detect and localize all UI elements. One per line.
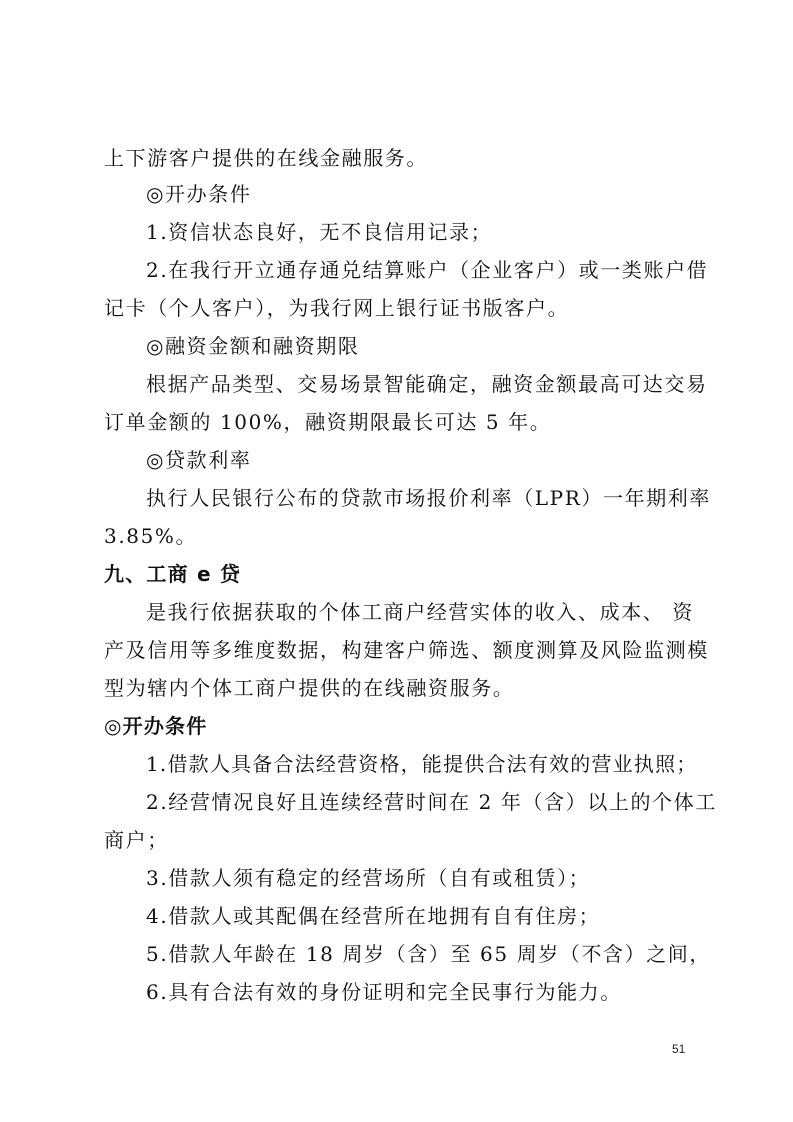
- text-line: 上下游客户提供的在线金融服务。: [104, 146, 428, 170]
- paragraph-line: 是我行依据获取的个体工商户经营实体的收入、成本、 资: [146, 600, 694, 624]
- paragraph-line: 根据产品类型、交易场景智能确定，融资金额最高可达交易: [146, 372, 708, 396]
- text-line: 商户；: [104, 828, 169, 852]
- page-number: 51: [672, 1042, 686, 1056]
- list-item: 3.借款人须有稳定的经营场所（自有或租赁）；: [146, 866, 591, 890]
- paragraph-line: 执行人民银行公布的贷款市场报价利率（LPR）一年期利率: [146, 486, 711, 510]
- text-line: 3.85%。: [104, 524, 198, 548]
- list-item: 5.借款人年龄在 18 周岁（含）至 65 周岁（不含）之间，: [146, 942, 712, 966]
- list-item: 6.具有合法有效的身份证明和完全民事行为能力。: [146, 980, 622, 1004]
- list-item: 2.经营情况良好且连续经营时间在 2 年（含）以上的个体工: [146, 790, 717, 814]
- list-item: 1.借款人具备合法经营资格，能提供合法有效的营业执照；: [146, 752, 698, 776]
- list-item: 4.借款人或其配偶在经营所在地拥有自有住房；: [146, 904, 601, 928]
- chapter-heading: 九、工商 e 贷: [104, 562, 242, 586]
- section-heading: ◎开办条件: [146, 182, 252, 206]
- text-line: 记卡（个人客户），为我行网上银行证书版客户。: [104, 296, 570, 320]
- text-line: 订单金额的 100%，融资期限最长可达 5 年。: [104, 410, 552, 434]
- section-heading: ◎贷款利率: [146, 448, 252, 472]
- list-item: 2.在我行开立通存通兑结算账户（企业客户）或一类账户借: [146, 258, 709, 282]
- bold-section-heading: ◎开办条件: [104, 714, 208, 738]
- list-item: 1.资信状态良好，无不良信用记录；: [146, 220, 493, 244]
- text-line: 型为辖内个体工商户提供的在线融资服务。: [104, 676, 515, 700]
- section-heading: ◎融资金额和融资期限: [146, 334, 360, 358]
- text-line: 产及信用等多维度数据，构建客户筛选、额度测算及风险监测模: [104, 638, 709, 662]
